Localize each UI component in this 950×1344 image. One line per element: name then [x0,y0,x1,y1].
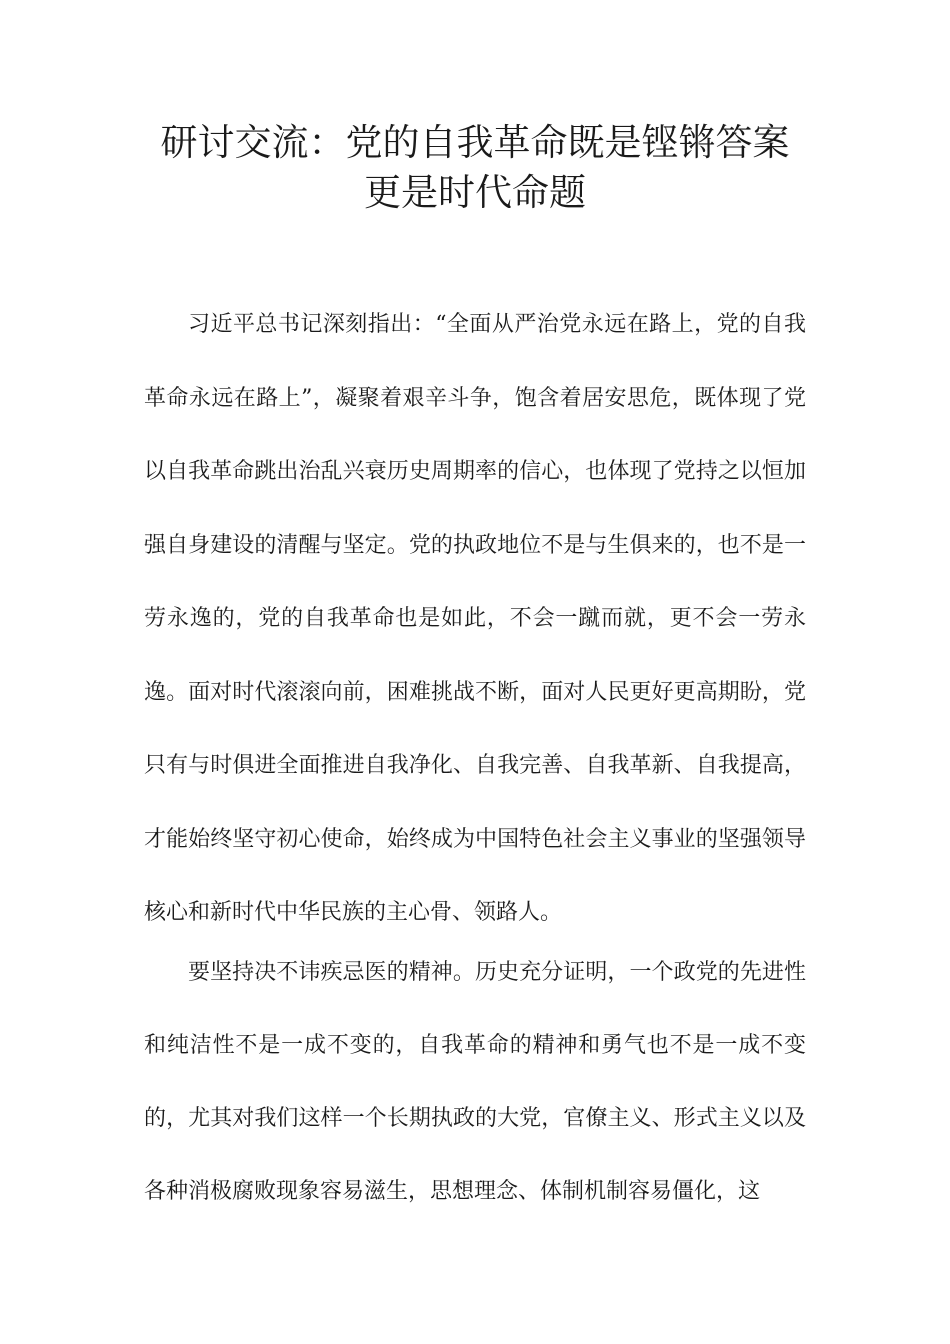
document-title: 研讨交流：党的自我革命既是铿锵答案更是时代命题 [160,121,790,214]
paragraph-1: 习近平总书记深刻指出：“全面从严治党永远在路上，党的自我革命永远在路上”，凝聚着艰辛斗争，饱含着居安思危，既体现了党以自我革命跳出治乱兴衰历史周期率的信心，也体现了党持之以恒加强自身建设的清醒与坚定。党的执政地位不是与生俱来的，也不是一劳永逸的，党的自我革命也是如此，不会一蹴而就，更不会一劳永逸。面对时代滚滚向前，困难挑战不断，面对人民更好更高期盼，党只有与时俱进全面推进自我净化、自我完善、自我革新、自我提高，才能始终坚守初心使命，始终成为中国特色社会主义事业的坚强领导核心和新时代中华民族的主心骨、领路人。 [144,312,806,925]
paragraph-2: 要坚持决不讳疾忌医的精神。历史充分证明，一个政党的先进性和纯洁性不是一成不变的，自我革命的精神和勇气也不是一成不变的，尤其对我们这样一个长期执政的大党，官僚主义、形式主义以及各种消极腐败现象容易滋生，思想理念、体制机制容易僵化，这 [144,960,806,1204]
